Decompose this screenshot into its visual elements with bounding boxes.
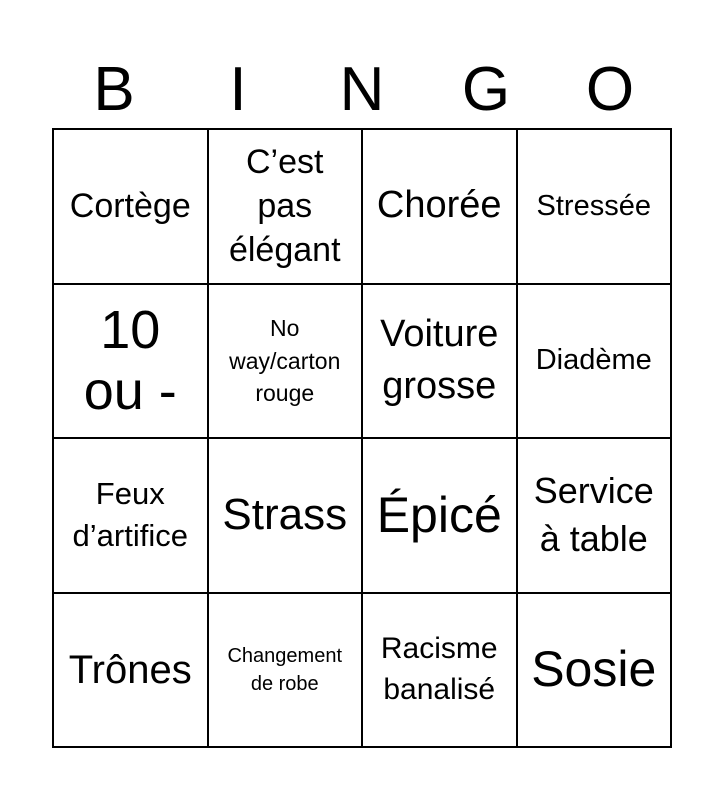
cell-text: Diadème [535, 344, 652, 377]
cell-text: Voiture grosse [380, 313, 499, 407]
header-letter-n: N [339, 55, 385, 124]
bingo-cell[interactable] [209, 285, 364, 440]
cell-text: Feux d’artifice [72, 476, 188, 554]
bingo-cell[interactable] [209, 130, 364, 285]
bingo-cell[interactable] [363, 285, 518, 440]
cell-text: 10 ou - [83, 300, 177, 421]
bingo-cell[interactable] [54, 439, 209, 594]
cell-text: C’est pas élégant [228, 142, 341, 270]
bingo-cell[interactable] [209, 594, 364, 749]
cell-text: Trônes [68, 647, 192, 692]
cell-text: No way/carton rouge [229, 315, 341, 406]
cell-text: Strass [222, 489, 348, 539]
cell-text: Sosie [531, 641, 657, 697]
cell-text: Service à table [533, 469, 654, 560]
cell-text: Stressée [536, 189, 651, 222]
bingo-cell[interactable] [54, 130, 209, 285]
bingo-cell[interactable] [363, 130, 518, 285]
header-letter-i: I [229, 55, 247, 124]
bingo-cell[interactable] [518, 594, 673, 749]
bingo-cell[interactable] [54, 285, 209, 440]
bingo-cell[interactable] [363, 439, 518, 594]
cell-text: Cortège [69, 186, 191, 225]
cell-text: Racisme banalisé [380, 632, 498, 706]
header-letter-g: G [461, 55, 511, 124]
bingo-cell[interactable] [363, 594, 518, 749]
bingo-cell[interactable] [54, 594, 209, 749]
header-letter-o: O [585, 55, 635, 124]
bingo-cell[interactable] [209, 439, 364, 594]
bingo-header [52, 55, 672, 125]
cell-text: Épicé [376, 486, 502, 543]
cell-text: Changement de robe [227, 644, 343, 695]
header-letter-b: B [93, 55, 135, 124]
cell-text: Chorée [376, 184, 502, 227]
bingo-board [52, 128, 672, 748]
bingo-cell[interactable] [518, 130, 673, 285]
bingo-cell[interactable] [518, 285, 673, 440]
bingo-cell[interactable] [518, 439, 673, 594]
